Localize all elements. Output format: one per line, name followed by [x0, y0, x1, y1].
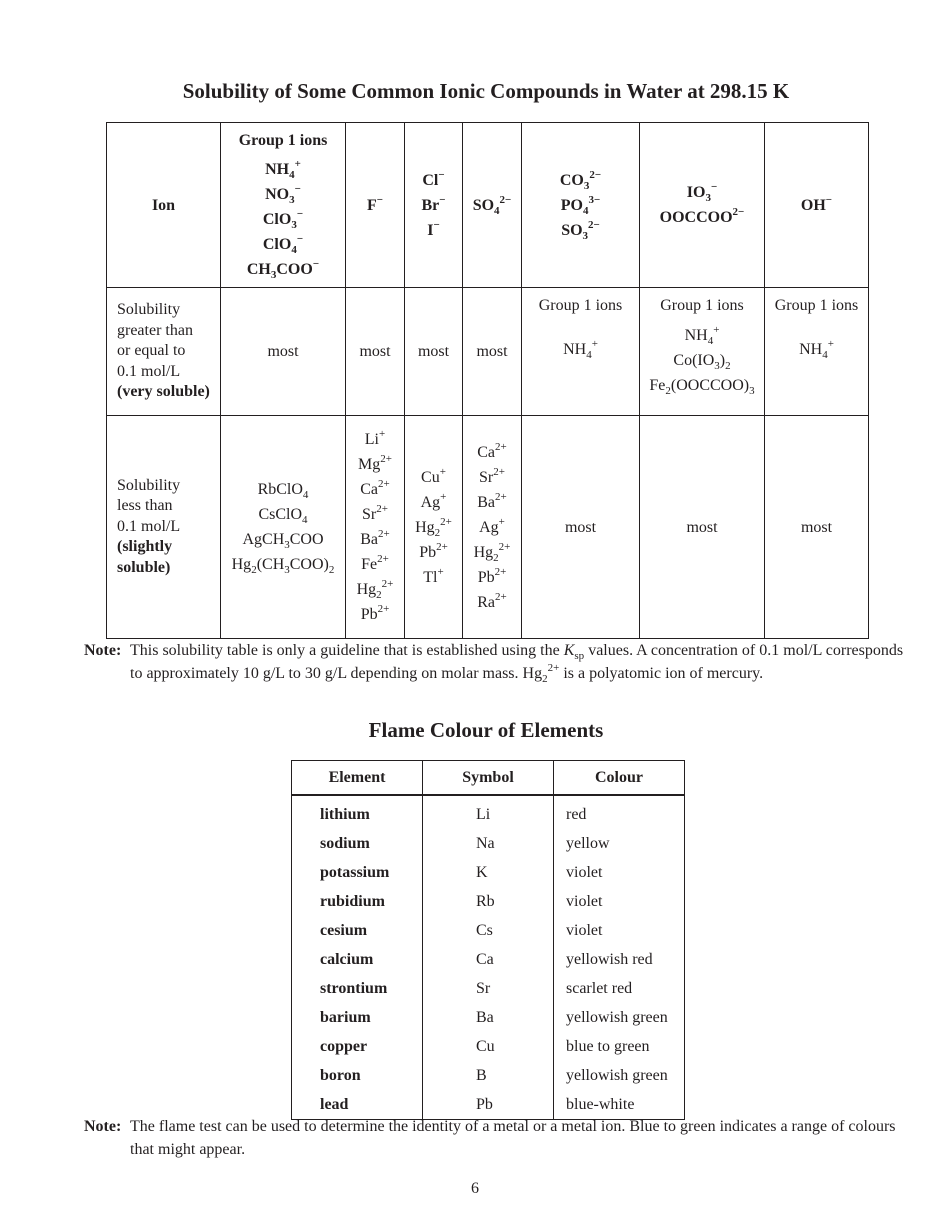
colour-cell: yellowish green [554, 1061, 685, 1090]
table-cell: most [463, 288, 522, 416]
symbol-cell: Cs [423, 916, 554, 945]
halide-header: Cl− Br− I− [405, 123, 463, 288]
colour-cell: yellowish red [554, 945, 685, 974]
element-cell: sodium [292, 829, 423, 858]
element-cell: lithium [292, 795, 423, 829]
element-cell: cesium [292, 916, 423, 945]
element-cell: calcium [292, 945, 423, 974]
flame-note: Note: The flame test can be used to determine the identity of a metal or a metal ion. Blue to green indicates a range of colours that might appear. [84, 1115, 904, 1161]
colour-cell: red [554, 795, 685, 829]
table-cell: most [765, 416, 869, 639]
table-cell: Group 1 ions $NH_4^+$ [765, 288, 869, 416]
symbol-cell: Rb [423, 887, 554, 916]
symbol-cell: Sr [423, 974, 554, 1003]
symbol-cell: Ba [423, 1003, 554, 1032]
element-cell: lead [292, 1090, 423, 1120]
table-cell: RbClO$_4$ CsClO$_4$ AgCH$_3$COO $Hg_2(CH_3COO)_2$ [221, 416, 346, 639]
symbol-cell: Ca [423, 945, 554, 974]
symbol-cell: Pb [423, 1090, 554, 1120]
table-cell: $Ca^{2+}$ $Sr^{2+}$ $Ba^{2+}$ Ag+ $Hg_2^{2+}$ $Pb^{2+}$ $Ra^{2+}$ [463, 416, 522, 639]
table-row [292, 916, 685, 945]
table-row [292, 887, 685, 916]
table-cell: most [221, 288, 346, 416]
element-cell: copper [292, 1032, 423, 1061]
hydroxide-header: OH− [765, 123, 869, 288]
group1-label: Group 1 ions [238, 132, 328, 149]
table-cell: Cu+ Ag+ $Hg_2^{2+}$ $Pb^{2+}$ Tl+ [405, 416, 463, 639]
element-cell: potassium [292, 858, 423, 887]
ion-header: Ion [107, 123, 221, 288]
solubility-table [106, 122, 869, 639]
table-cell: most [346, 288, 405, 416]
table-cell: Li+ $Mg^{2+}$ $Ca^{2+}$ $Sr^{2+}$ $Ba^{2+}$ $Fe^{2+}$ $Hg_2^{2+}$ $Pb^{2+}$ [346, 416, 405, 639]
flame-header-row [292, 761, 685, 796]
flame-table-title: Flame Colour of Elements [368, 718, 604, 742]
colour-cell: violet [554, 858, 685, 887]
colour-header: Colour [554, 761, 685, 796]
table-cell: most [405, 288, 463, 416]
slightly-soluble-label: Solubility less than 0.1 mol/L (slightly soluble) [107, 416, 221, 639]
table-row [292, 829, 685, 858]
element-cell: rubidium [292, 887, 423, 916]
colour-cell: yellowish green [554, 1003, 685, 1032]
colour-cell: violet [554, 916, 685, 945]
table-row [292, 1032, 685, 1061]
solubility-table-title: Solubility of Some Common Ionic Compounds in Water at 298.15 K [182, 79, 790, 103]
symbol-header: Symbol [423, 761, 554, 796]
symbol-cell: Cu [423, 1032, 554, 1061]
table-cell: Group 1 ions $NH_4^+$ $Co(IO_3)_2$ $Fe_2(OOCCOO)_3$ [640, 288, 765, 416]
symbol-cell: Li [423, 795, 554, 829]
element-header: Element [292, 761, 423, 796]
element-cell: boron [292, 1061, 423, 1090]
table-cell: Group 1 ions $NH_4^+$ [522, 288, 640, 416]
note-label: Note: [84, 1118, 122, 1135]
table-header-row [107, 123, 869, 288]
group1-anion-header: Group 1 ions $NH_4^+$ $NO_3^-$ ClO$_3$− ClO$_4$− $CH_3COO^-$ [221, 123, 346, 288]
page-number: 6 [471, 1180, 479, 1197]
table-row [292, 945, 685, 974]
fluoride-header: F− [346, 123, 405, 288]
solubility-note: Note: This solubility table is only a guideline that is established using the $K_{sp}$ values. A concentration of 0.1 mol/L corresponds to approximately 10 g/L to 30 g/L depending on molar mass. $Hg_2^{2+}$ is a polyatomic ion of mercury. [84, 639, 904, 685]
table-row [292, 858, 685, 887]
element-cell: barium [292, 1003, 423, 1032]
sulfate-header: $SO_4^{2-}$ [463, 123, 522, 288]
very-soluble-row [107, 288, 869, 416]
table-row [292, 1003, 685, 1032]
note-label: Note: [84, 642, 122, 659]
table-row [292, 974, 685, 1003]
table-cell: most [640, 416, 765, 639]
slightly-soluble-row [107, 416, 869, 639]
element-cell: strontium [292, 974, 423, 1003]
table-cell: most [522, 416, 640, 639]
carbonate-header: $CO_3^{2-}$ $PO_4^{3-}$ $SO_3^{2-}$ [522, 123, 640, 288]
symbol-cell: B [423, 1061, 554, 1090]
colour-cell: blue-white [554, 1090, 685, 1120]
very-soluble-label: Solubility greater than or equal to 0.1 mol/L (very soluble) [107, 288, 221, 416]
colour-cell: yellow [554, 829, 685, 858]
table-row [292, 795, 685, 829]
iodate-header: $IO_3^-$ $OOCCOO^{2-}$ [640, 123, 765, 288]
colour-cell: violet [554, 887, 685, 916]
flame-colour-table [291, 760, 685, 1120]
symbol-cell: K [423, 858, 554, 887]
colour-cell: scarlet red [554, 974, 685, 1003]
colour-cell: blue to green [554, 1032, 685, 1061]
table-row [292, 1061, 685, 1090]
symbol-cell: Na [423, 829, 554, 858]
